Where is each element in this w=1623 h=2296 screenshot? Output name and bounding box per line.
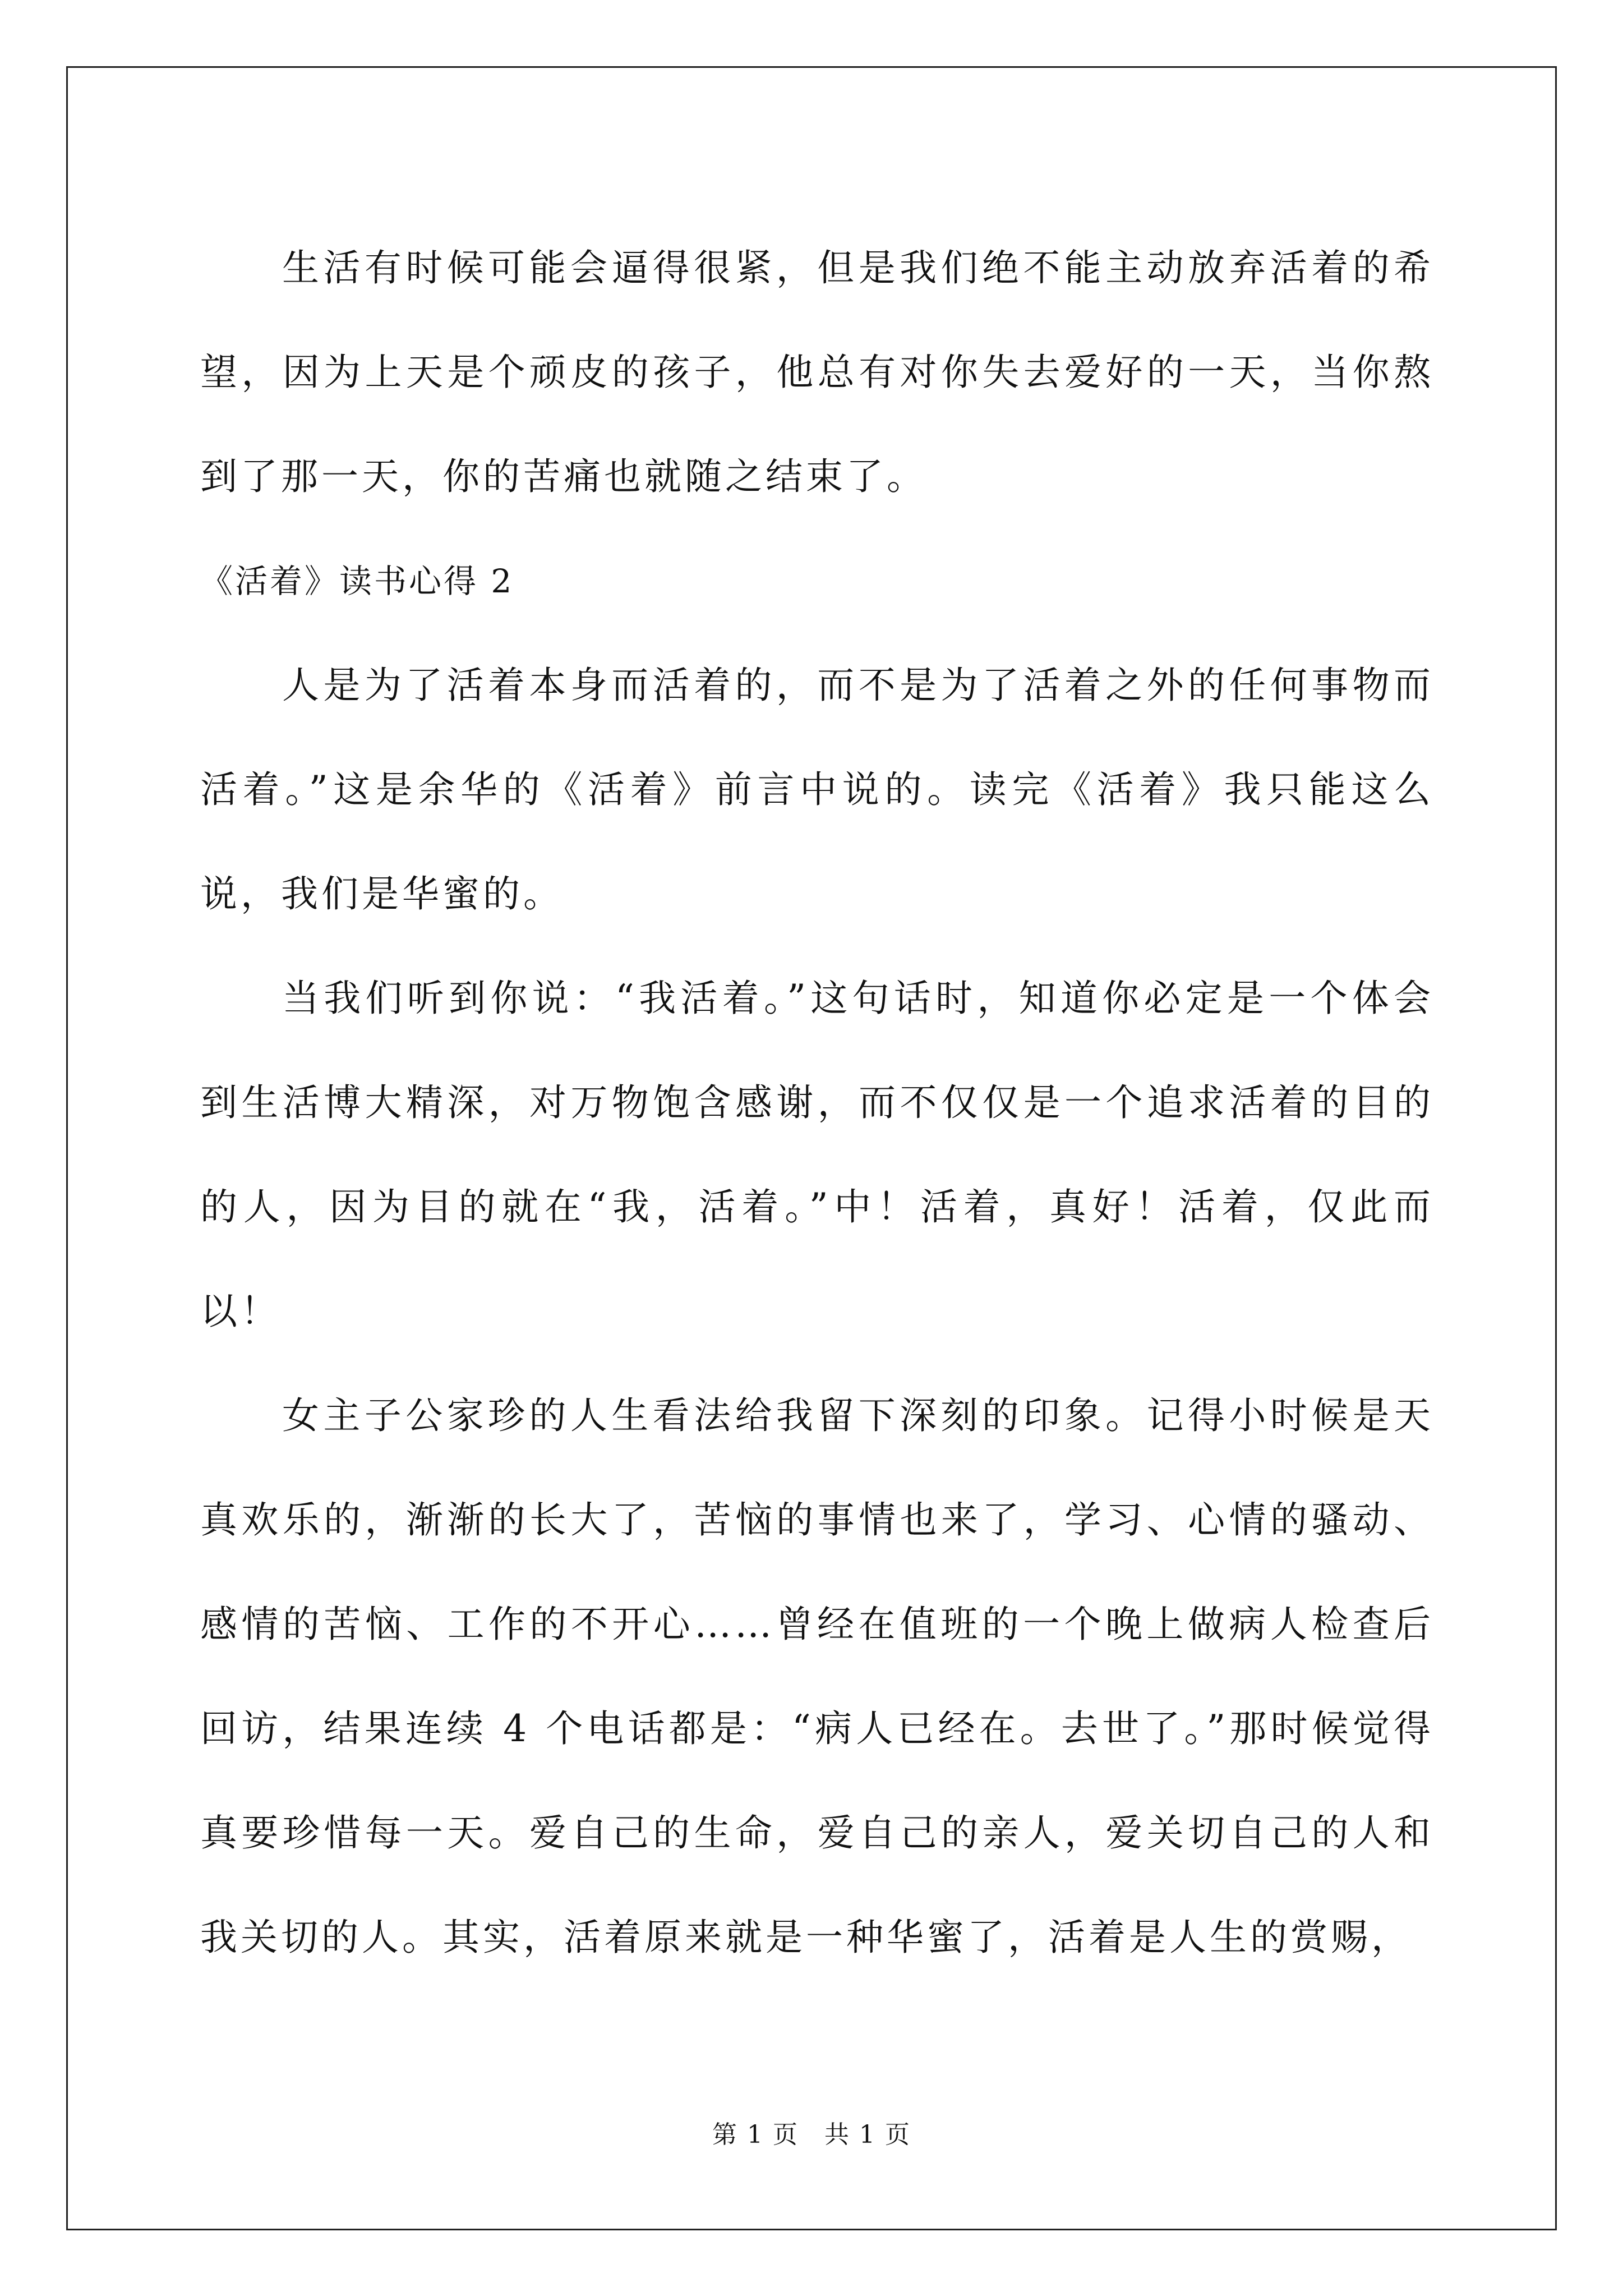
paragraph-1: 生活有时候可能会逼得很紧，但是我们绝不能主动放弃活着的希望，因为上天是个顽皮的孩子，他总有对你失去爱好的一天，当你熬到了那一天，你的苦痛也就随之结束了。	[200, 246, 1434, 498]
paragraph-3: 当我们听到你说：“我活着。”这句话时，知道你必定是一个体会到生活博大精深，对万物饱含感谢，而不仅仅是一个追求活着的目的的人，因为目的就在“我，活着。”中！活着，真好！活着，仅此而以！	[200, 977, 1434, 1333]
section-heading: 《活着》读书心得 2	[200, 562, 514, 600]
paragraph-4: 女主子公家珍的人生看法给我留下深刻的印象。记得小时候是天真欢乐的，渐渐的长大了，苦恼的事情也来了，学习、心情的骚动、感情的苦恼、工作的不开心……曾经在值班的一个晚上做病人检查后回访，结果连续 4 个电话都是：“病人已经在。去世了。”那时候觉得真要珍惜每一天。爱自己的生命，爱自己的亲人，爱关切自己的人和我关切的人。其实，活着原来就是一种华蜜了，活着是人生的赏赐，	[200, 1394, 1434, 1959]
document-body	[200, 216, 1434, 1990]
paragraph-2: 人是为了活着本身而活着的，而不是为了活着之外的任何事物而活着。”这是余华的《活着》前言中说的。读完《活着》我只能这么说，我们是华蜜的。	[200, 664, 1434, 915]
page-number-footer: 第 1 页 共 1 页	[712, 2120, 911, 2149]
